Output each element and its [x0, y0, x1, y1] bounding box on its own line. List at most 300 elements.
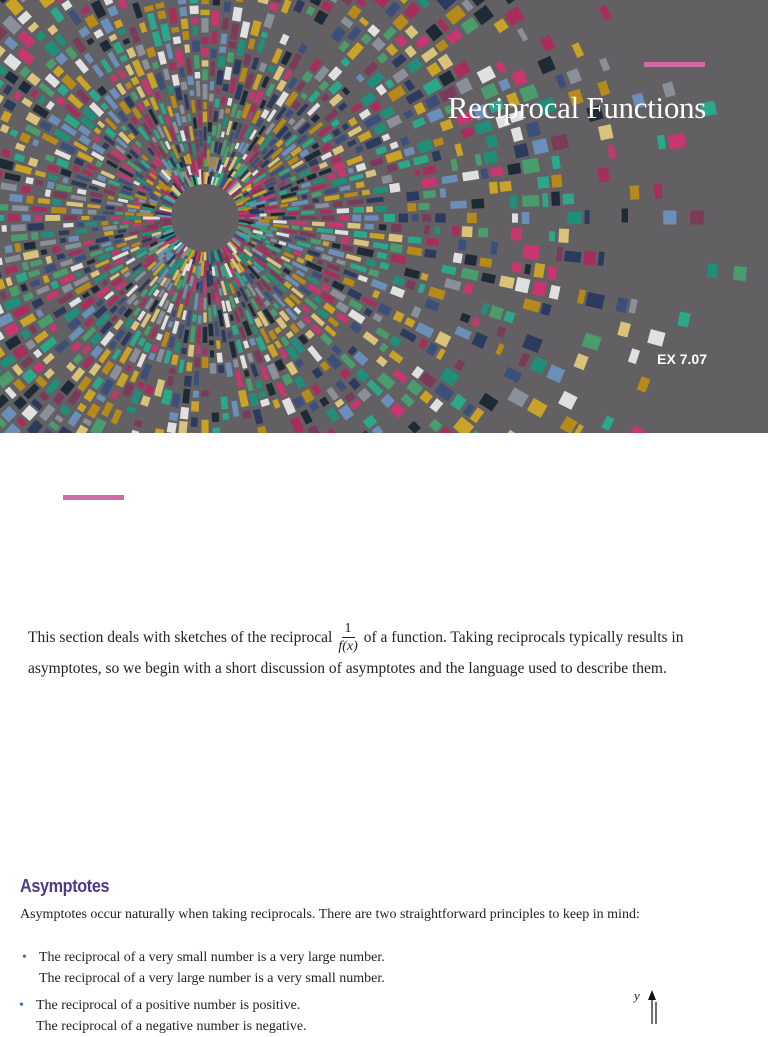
mosaic-tile	[212, 305, 216, 317]
mosaic-tile	[178, 359, 184, 373]
mosaic-tile	[390, 141, 399, 149]
mosaic-tile	[458, 239, 467, 250]
mosaic-tile	[323, 277, 330, 283]
mosaic-tile	[273, 220, 287, 224]
mosaic-tile	[130, 370, 139, 383]
mosaic-tile	[2, 225, 7, 232]
mosaic-tile	[122, 246, 130, 252]
mosaic-tile	[120, 55, 129, 63]
mosaic-tile	[70, 263, 83, 272]
mosaic-tile	[213, 0, 221, 6]
mosaic-tile	[303, 227, 312, 231]
mosaic-tile	[372, 290, 380, 299]
mosaic-tile	[45, 256, 52, 264]
mosaic-tile	[158, 115, 165, 125]
mosaic-tile	[51, 207, 66, 214]
mosaic-tile	[190, 326, 196, 343]
bullet-2-line-2: The reciprocal of a negative number is negative.	[36, 1016, 307, 1037]
mosaic-tile	[348, 117, 358, 127]
mosaic-tile	[122, 220, 130, 223]
mosaic-tile	[435, 331, 452, 347]
mosaic-tile	[76, 75, 92, 91]
mosaic-tile	[427, 108, 445, 123]
mosaic-tile	[132, 2, 143, 19]
mosaic-tile	[146, 219, 154, 222]
mosaic-tile	[187, 114, 191, 122]
mosaic-tile	[426, 238, 439, 247]
mosaic-tile	[450, 159, 458, 172]
mosaic-tile	[312, 367, 324, 379]
mosaic-tile	[551, 174, 562, 188]
mosaic-tile	[60, 168, 72, 177]
mosaic-tile	[357, 430, 371, 433]
mosaic-tile	[312, 166, 319, 172]
mosaic-tile	[356, 74, 365, 83]
mosaic-tile	[224, 66, 232, 80]
mosaic-tile	[454, 326, 471, 340]
mosaic-tile	[273, 224, 289, 229]
mosaic-tile	[131, 390, 142, 405]
mosaic-tile	[0, 332, 5, 345]
mosaic-tile	[0, 291, 7, 300]
mosaic-tile	[370, 101, 382, 112]
bullet-dot: •	[19, 995, 24, 1016]
mosaic-tile	[630, 185, 640, 199]
mosaic-tile	[270, 238, 277, 243]
mosaic-tile	[622, 209, 628, 223]
mosaic-tile	[45, 378, 61, 394]
mosaic-tile	[31, 297, 44, 308]
mosaic-tile	[0, 79, 4, 90]
mosaic-tile	[326, 387, 339, 401]
mosaic-tile	[511, 69, 528, 86]
mosaic-tile	[175, 49, 184, 66]
mosaic-tile	[392, 14, 409, 31]
mosaic-tile	[435, 39, 449, 52]
mosaic-tile	[4, 36, 18, 50]
mosaic-tile	[353, 207, 364, 213]
mosaic-tile	[322, 241, 329, 247]
mosaic-tile	[219, 109, 224, 119]
mosaic-tile	[287, 207, 299, 211]
mosaic-tile	[542, 193, 548, 207]
mosaic-tile	[210, 61, 215, 76]
mosaic-tile	[9, 285, 21, 297]
mosaic-tile	[109, 305, 118, 314]
mosaic-tile	[321, 143, 333, 153]
mosaic-tile	[218, 365, 225, 374]
mosaic-tile	[220, 396, 228, 409]
mosaic-tile	[210, 48, 216, 58]
mosaic-tile	[250, 363, 258, 377]
mosaic-tile	[418, 203, 429, 210]
mosaic-tile	[285, 155, 291, 161]
mosaic-tile	[38, 198, 50, 204]
mosaic-tile	[113, 221, 118, 224]
mosaic-tile	[350, 263, 368, 273]
mosaic-tile	[111, 390, 120, 400]
mosaic-tile	[200, 10, 209, 16]
mosaic-tile	[159, 103, 167, 115]
mosaic-tile	[218, 310, 224, 327]
mosaic-tile	[406, 379, 423, 396]
mosaic-tile	[355, 163, 366, 172]
mosaic-tile	[260, 398, 270, 407]
mosaic-tile	[222, 84, 229, 92]
mosaic-tile	[138, 278, 151, 292]
mosaic-tile	[408, 236, 422, 244]
mosaic-tile	[223, 1, 231, 12]
mosaic-tile	[408, 421, 421, 433]
mosaic-tile	[537, 56, 556, 75]
mosaic-tile	[182, 31, 189, 40]
mosaic-tile	[258, 391, 267, 399]
mosaic-tile	[264, 354, 271, 362]
mosaic-tile	[127, 123, 139, 136]
mosaic-tile	[399, 214, 408, 223]
mosaic-tile	[337, 208, 350, 213]
mosaic-tile	[135, 172, 144, 180]
mosaic-tile	[116, 212, 123, 215]
mosaic-tile	[390, 243, 403, 253]
intro-before-fraction: This section deals with sketches of the reciprocal	[28, 622, 332, 653]
mosaic-tile	[178, 421, 188, 433]
mosaic-tile	[216, 295, 221, 305]
mosaic-tile	[199, 297, 203, 311]
mosaic-tile	[83, 389, 96, 402]
mosaic-tile	[377, 52, 389, 64]
mosaic-tile	[431, 150, 441, 162]
mosaic-tile	[16, 272, 28, 283]
mosaic-tile	[564, 251, 582, 263]
mosaic-tile	[385, 150, 403, 163]
mosaic-tile	[124, 0, 139, 2]
mosaic-tile	[391, 54, 406, 68]
mosaic-tile	[271, 212, 285, 216]
mosaic-tile	[167, 85, 174, 94]
mosaic-tile	[128, 430, 139, 433]
mosaic-tile	[194, 371, 199, 386]
mosaic-tile	[167, 376, 175, 387]
mosaic-tile	[196, 346, 200, 354]
mosaic-tile	[21, 329, 31, 340]
mosaic-tile	[301, 304, 310, 313]
mosaic-tile	[121, 125, 128, 132]
mosaic-tile	[336, 312, 349, 324]
mosaic-tile	[343, 269, 357, 278]
mosaic-tile	[469, 430, 488, 433]
mosaic-tile	[118, 229, 127, 233]
mosaic-tile	[95, 236, 109, 243]
mosaic-tile	[1, 406, 17, 422]
mosaic-tile	[86, 222, 97, 227]
mosaic-tile	[288, 212, 298, 216]
mosaic-tile	[129, 26, 141, 43]
mosaic-tile	[50, 280, 59, 289]
mosaic-tile	[40, 249, 47, 255]
mosaic-tile	[27, 419, 43, 433]
mosaic-tile	[473, 5, 494, 25]
mosaic-tile	[540, 35, 556, 52]
mosaic-tile	[342, 87, 351, 96]
mosaic-tile	[242, 410, 251, 419]
mosaic-tile	[390, 286, 405, 298]
mosaic-tile	[294, 376, 306, 389]
mosaic-tile	[503, 367, 522, 383]
mosaic-tile	[481, 273, 496, 284]
mosaic-tile	[65, 242, 82, 250]
mosaic-tile	[304, 254, 313, 261]
mosaic-tile	[194, 357, 200, 367]
mosaic-tile	[181, 82, 188, 91]
mosaic-tile	[126, 257, 136, 264]
mosaic-tile	[227, 52, 235, 63]
mosaic-tile	[355, 368, 370, 383]
mosaic-tile	[28, 325, 37, 335]
mosaic-tile	[511, 262, 522, 273]
mosaic-tile	[45, 189, 51, 197]
mosaic-tile	[189, 126, 194, 141]
mosaic-tile	[52, 245, 61, 253]
mosaic-tile	[346, 254, 362, 262]
mosaic-tile	[218, 288, 222, 296]
mosaic-tile	[522, 195, 539, 207]
mosaic-tile	[629, 299, 638, 314]
mosaic-tile	[241, 301, 246, 307]
mosaic-tile	[45, 58, 57, 70]
mosaic-tile	[550, 134, 569, 151]
mosaic-tile	[239, 67, 248, 82]
mosaic-tile	[5, 387, 17, 399]
mosaic-tile	[89, 362, 101, 376]
mosaic-tile	[12, 364, 23, 376]
mosaic-tile	[102, 211, 114, 215]
mosaic-tile	[28, 22, 39, 33]
mosaic-tile	[99, 39, 112, 52]
mosaic-tile	[181, 18, 189, 29]
mosaic-tile	[411, 306, 422, 318]
mosaic-tile	[421, 47, 438, 63]
mosaic-tile	[13, 378, 26, 391]
mosaic-tile	[108, 340, 117, 349]
mosaic-tile	[268, 3, 278, 12]
mosaic-tile	[404, 317, 415, 328]
mosaic-tile	[71, 209, 83, 215]
mosaic-tile	[499, 275, 515, 289]
mosaic-tile	[118, 0, 128, 9]
mosaic-tile	[25, 339, 36, 350]
mosaic-tile	[307, 103, 321, 117]
mosaic-tile	[406, 58, 423, 74]
mosaic-tile	[305, 329, 315, 339]
intro-line-2: asymptotes, so we begin with a short discussion of asymptotes and the language used to describe them.	[28, 653, 748, 684]
mosaic-tile	[319, 80, 330, 91]
mosaic-tile	[420, 273, 428, 281]
mosaic-tile	[126, 154, 132, 160]
mosaic-tile	[412, 214, 419, 221]
mosaic-tile	[253, 350, 263, 364]
mosaic-tile	[147, 12, 158, 30]
mosaic-tile	[44, 40, 61, 57]
mosaic-tile	[572, 42, 584, 58]
mosaic-tile	[18, 80, 32, 94]
mosaic-tile	[286, 331, 294, 339]
mosaic-tile	[210, 141, 214, 154]
mosaic-tile	[93, 135, 101, 143]
mosaic-tile	[504, 6, 525, 26]
mosaic-tile	[111, 315, 118, 322]
mosaic-tile	[608, 144, 616, 159]
mosaic-tile	[344, 192, 358, 198]
mosaic-tile	[137, 103, 144, 112]
mosaic-tile	[363, 61, 378, 76]
mosaic-tile	[180, 407, 189, 420]
mosaic-tile	[84, 318, 94, 328]
asymptotes-heading: Asymptotes	[20, 876, 109, 897]
mosaic-tile	[216, 70, 224, 85]
mosaic-tile	[140, 395, 150, 407]
mosaic-tile	[390, 403, 406, 419]
mosaic-tile	[236, 40, 246, 57]
mosaic-tile	[515, 277, 531, 293]
mosaic-tile	[577, 289, 586, 304]
mosaic-tile	[125, 364, 132, 371]
mosaic-tile	[419, 390, 433, 404]
mosaic-tile	[335, 230, 349, 236]
mosaic-tile	[340, 368, 351, 380]
bullet-1-line-1: The reciprocal of a very small number is a very large number.	[39, 947, 385, 968]
mosaic-tile	[1, 149, 11, 158]
mosaic-tile	[210, 350, 214, 357]
mosaic-tile	[461, 268, 480, 281]
mosaic-tile	[362, 189, 371, 195]
mosaic-tile	[563, 193, 574, 204]
mosaic-tile	[0, 182, 17, 191]
mosaic-tile	[118, 289, 125, 296]
mosaic-tile	[75, 271, 81, 277]
mosaic-tile	[433, 137, 444, 147]
mosaic-tile	[467, 213, 477, 223]
mosaic-tile	[400, 136, 410, 146]
mosaic-tile	[403, 2, 421, 20]
mosaic-tile	[281, 0, 292, 14]
mosaic-tile	[50, 7, 65, 23]
mosaic-tile	[415, 322, 434, 338]
mosaic-tile	[347, 223, 360, 229]
mosaic-tile	[292, 396, 305, 409]
mosaic-tile	[422, 165, 437, 175]
mosaic-tile	[204, 298, 207, 311]
mosaic-tile	[84, 267, 92, 274]
mosaic-tile	[243, 340, 250, 349]
mosaic-tile	[191, 18, 198, 24]
mosaic-tile	[197, 100, 202, 110]
mosaic-tile	[172, 393, 181, 408]
mosaic-tile	[450, 201, 466, 209]
mosaic-tile	[376, 356, 388, 367]
mosaic-tile	[20, 283, 28, 292]
mosaic-tile	[77, 189, 87, 195]
mosaic-tile	[285, 247, 291, 253]
mosaic-tile	[155, 91, 162, 100]
mosaic-tile	[204, 281, 207, 295]
mosaic-tile	[479, 393, 499, 412]
mosaic-tile	[300, 92, 308, 99]
mosaic-tile	[53, 191, 68, 200]
mosaic-tile	[446, 29, 463, 45]
mosaic-tile	[17, 10, 32, 24]
mosaic-tile	[107, 201, 123, 206]
mosaic-tile	[328, 317, 340, 328]
mosaic-tile	[76, 425, 89, 433]
mosaic-tile	[290, 176, 297, 182]
mosaic-tile	[551, 155, 561, 169]
mosaic-tile	[274, 340, 282, 349]
mosaic-tile	[204, 266, 207, 278]
mosaic-tile	[101, 241, 112, 247]
mosaic-tile	[244, 370, 250, 377]
mosaic-tile	[5, 255, 21, 264]
mosaic-tile	[155, 2, 164, 9]
mosaic-tile	[111, 409, 123, 425]
mosaic-tile	[120, 224, 129, 228]
mosaic-tile	[194, 293, 199, 310]
mosaic-tile	[315, 203, 329, 209]
mosaic-tile	[114, 234, 124, 239]
mosaic-tile	[97, 86, 107, 96]
mosaic-tile	[300, 409, 313, 424]
mosaic-tile	[348, 167, 354, 173]
mosaic-tile	[308, 90, 321, 103]
mosaic-tile	[236, 0, 245, 2]
mosaic-tile	[335, 380, 347, 392]
mosaic-tile	[302, 71, 314, 83]
mosaic-tile	[266, 233, 274, 238]
mosaic-tile	[192, 40, 200, 51]
mosaic-tile	[388, 234, 402, 243]
mosaic-tile	[460, 17, 479, 35]
mosaic-tile	[540, 303, 551, 316]
mosaic-tile	[321, 254, 333, 262]
mosaic-tile	[26, 195, 34, 203]
mosaic-tile	[20, 356, 34, 369]
mosaic-tile	[192, 314, 197, 322]
mosaic-tile	[144, 384, 154, 395]
mosaic-tile	[0, 110, 12, 122]
mosaic-tile	[530, 356, 547, 374]
mosaic-tile	[100, 102, 108, 110]
mosaic-center	[175, 188, 235, 248]
mosaic-tile	[347, 199, 364, 206]
mosaic-tile	[45, 215, 60, 221]
mosaic-tile	[311, 191, 321, 197]
mosaic-tile	[0, 170, 3, 178]
mosaic-tile	[229, 314, 234, 321]
mosaic-tile	[139, 22, 147, 33]
mosaic-tile	[599, 58, 610, 72]
mosaic-tile	[108, 196, 115, 200]
mosaic-tile	[436, 348, 446, 360]
mosaic-tile	[387, 163, 398, 172]
mosaic-tile	[582, 333, 602, 351]
mosaic-tile	[52, 199, 61, 206]
mosaic-tile	[523, 245, 540, 260]
mosaic-tile	[212, 427, 220, 433]
mosaic-tile	[59, 230, 70, 235]
mosaic-tile	[22, 292, 34, 302]
mosaic-tile	[114, 19, 124, 29]
mosaic-tile	[707, 263, 718, 278]
